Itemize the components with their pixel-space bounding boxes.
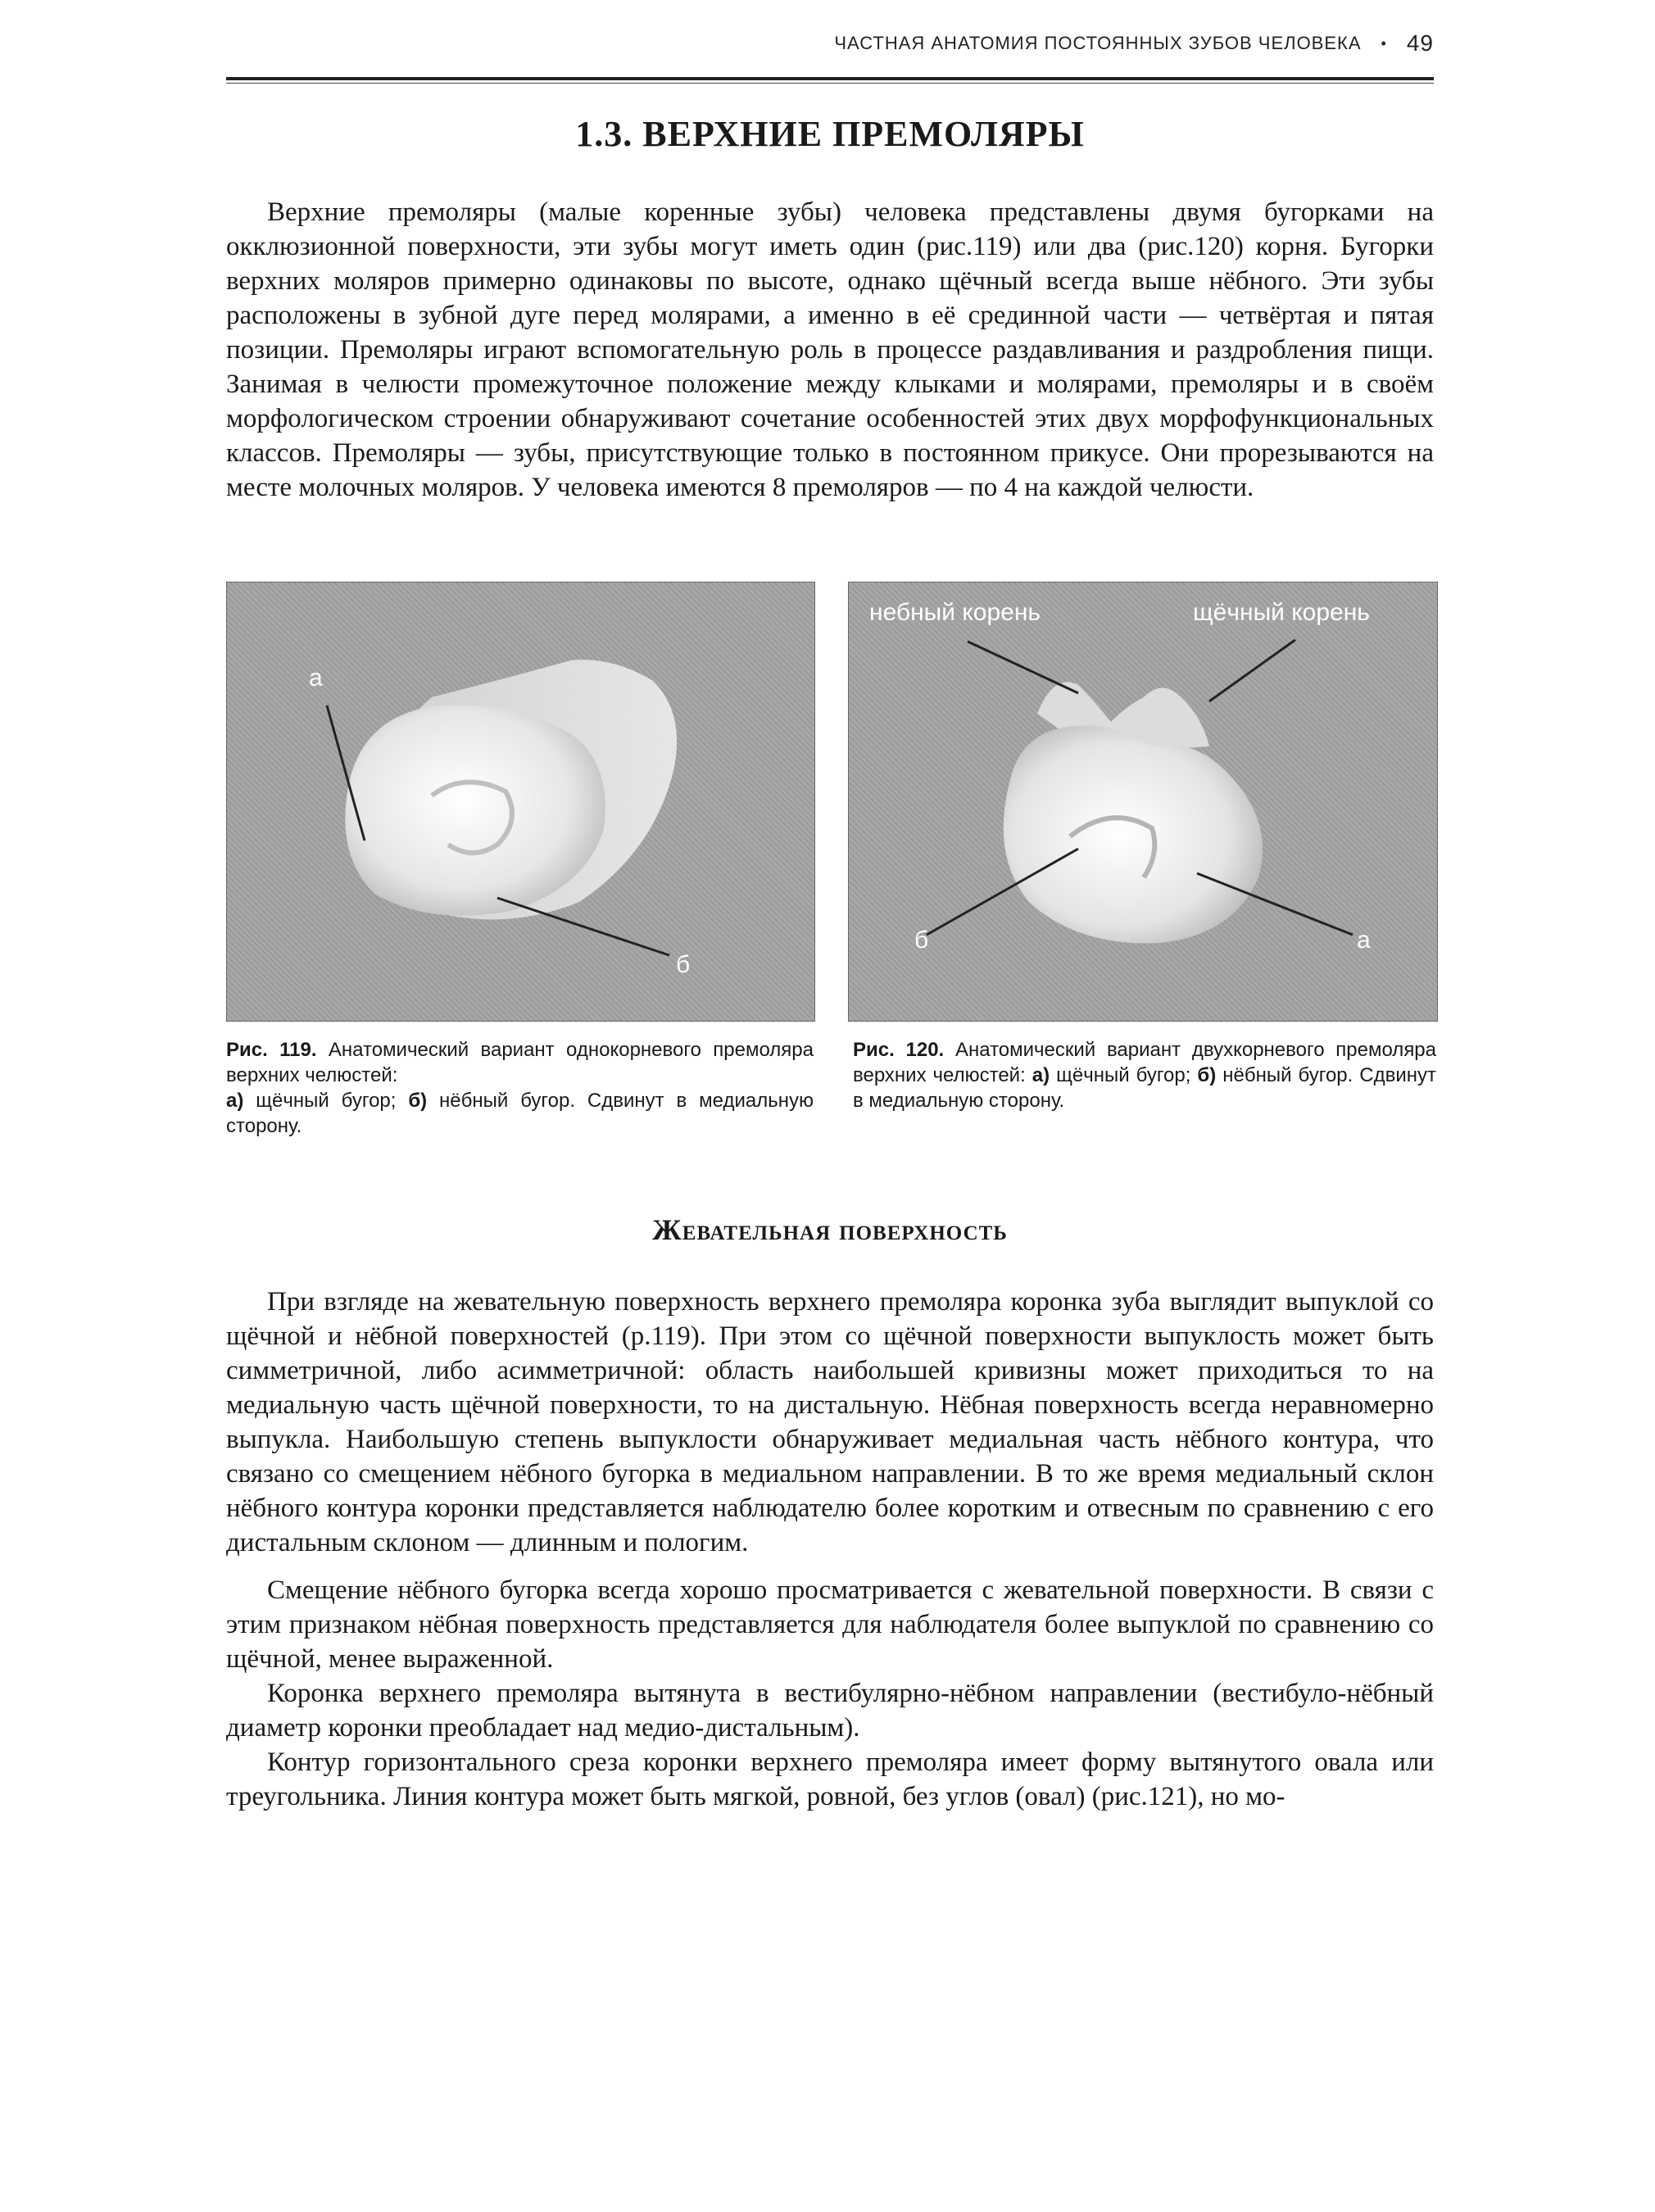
header-rule-thick: [226, 77, 1434, 80]
body-paragraph-2: Смещение нёбного бугорка всегда хорошо просматривается с жевательной поверхности. В связи с этим признаком нёбная поверхность представляется для наблюдателя более выпуклой по сравнению со щёчной, менее выраженной.: [226, 1575, 1434, 1674]
figure-120-label-b: б: [914, 927, 929, 954]
figure-119-caption: [226, 1037, 814, 1139]
section-title: 1.3. ВЕРХНИЕ ПРЕМОЛЯРЫ: [575, 114, 1085, 154]
figure-120-caption-text: Анатомический вариант двухкорневого премоляра верхних челюстей:: [853, 1039, 1437, 1086]
figure-120-caption-number: Рис. 120.: [853, 1039, 945, 1061]
figure-120-caption: [853, 1037, 1436, 1113]
double-root-premolar-illustration: [849, 582, 1437, 1021]
figure-120-caption-text-a: щёчный бугор;: [1056, 1064, 1191, 1086]
figure-120-caption-marker-a: а): [1032, 1064, 1050, 1086]
header-separator: •: [1381, 34, 1387, 52]
figure-119-caption-text-a: щёчный бугор;: [256, 1090, 397, 1112]
running-title: ЧАСТНАЯ АНАТОМИЯ ПОСТОЯННЫХ ЗУБОВ ЧЕЛОВЕКА: [834, 33, 1362, 53]
figure-120-photo: [848, 582, 1438, 1022]
single-root-premolar-illustration: [227, 582, 814, 1021]
figure-119-caption-number: Рис. 119.: [226, 1039, 317, 1061]
body-paragraph-3: Коронка верхнего премоляра вытянута в вестибулярно-нёбном направлении (вестибуло-нёбный диаметр коронки преобладает над медио-дистальным).: [226, 1679, 1434, 1743]
subsection-title: Жевательная поверхность: [652, 1213, 1008, 1246]
body-paragraph-1: При взгляде на жевательную поверхность верхнего премоляра коронка зуба выглядит выпуклой со щёчной и нёбной поверхностей (р.119). При этом со щёчной поверхности выпуклость может быть симметричной, либо асимметричной: область наибольшей кривизны может приходиться то на медиальную часть щёчной поверхности, то на дистальную. Нёбная поверхность всегда неравномерно выпукла. Наибольшую степень выпуклости обнаруживает медиальная часть нёбного контура, что связано со смещением нёбного бугорка в медиальном направлении. В то же время медиальный склон нёбного контура коронки представляется наблюдателю более коротким и отвесным по сравнению с его дистальным склоном — длинным и пологим.: [226, 1287, 1434, 1557]
figure-119-caption-text-b: нёбный бугор. Сдвинут в медиальную сторону.: [226, 1090, 814, 1137]
figure-119-label-a: а: [309, 664, 323, 691]
header-rule-thin: [226, 83, 1434, 84]
figure-119-photo: [226, 582, 815, 1022]
running-header: [226, 23, 1434, 64]
figure-119-label-b: б: [676, 951, 691, 978]
figure-119-caption-marker-a: а): [226, 1090, 244, 1112]
figure-120-caption-marker-b: б): [1197, 1064, 1217, 1086]
figure-119-caption-text: Анатомический вариант однокорневого премоляра верхних челюстей:: [226, 1039, 814, 1086]
intro-paragraph: Верхние премоляры (малые коренные зубы) человека представлены двумя бугорками на окклюзионной поверхности, эти зубы могут иметь один (рис.119) или два (рис.120) корня. Бугорки верхних моляров примерно одинаковы по высоте, однако щёчный всегда выше нёбного. Эти зубы расположены в зубной дуге перед молярами, а именно в её срединной части — четвёртая и пятая позиции. Премоляры играют вспомогательную роль в процессе раздавливания и раздробления пищи. Занимая в челюсти промежуточное положение между клыками и молярами, премоляры и в своём морфологическом строении обнаруживают сочетание особенностей этих двух морфофункциональных классов. Премоляры — зубы, присутствующие только в постоянном прикусе. Они прорезываются на месте молочных моляров. У человека имеются 8 премоляров — по 4 на каждой челюсти.: [226, 197, 1434, 502]
figure-119-caption-marker-b: б): [408, 1090, 428, 1112]
figure-120-label-a: а: [1357, 927, 1371, 954]
body-paragraph-4: Контур горизонтального среза коронки верхнего премоляра имеет форму вытянутого овала или треугольника. Линия контура может быть мягкой, ровной, без углов (овал) (рис.121), но мо-: [226, 1747, 1434, 1811]
page-number: 49: [1406, 30, 1434, 56]
figure-120-caption-text-b: нёбный бугор. Сдвинут в медиальную сторону.: [853, 1064, 1437, 1112]
figure-120-label-palatal-root: небный корень: [869, 599, 1041, 626]
figure-120-label-buccal-root: щёчный корень: [1193, 599, 1370, 626]
